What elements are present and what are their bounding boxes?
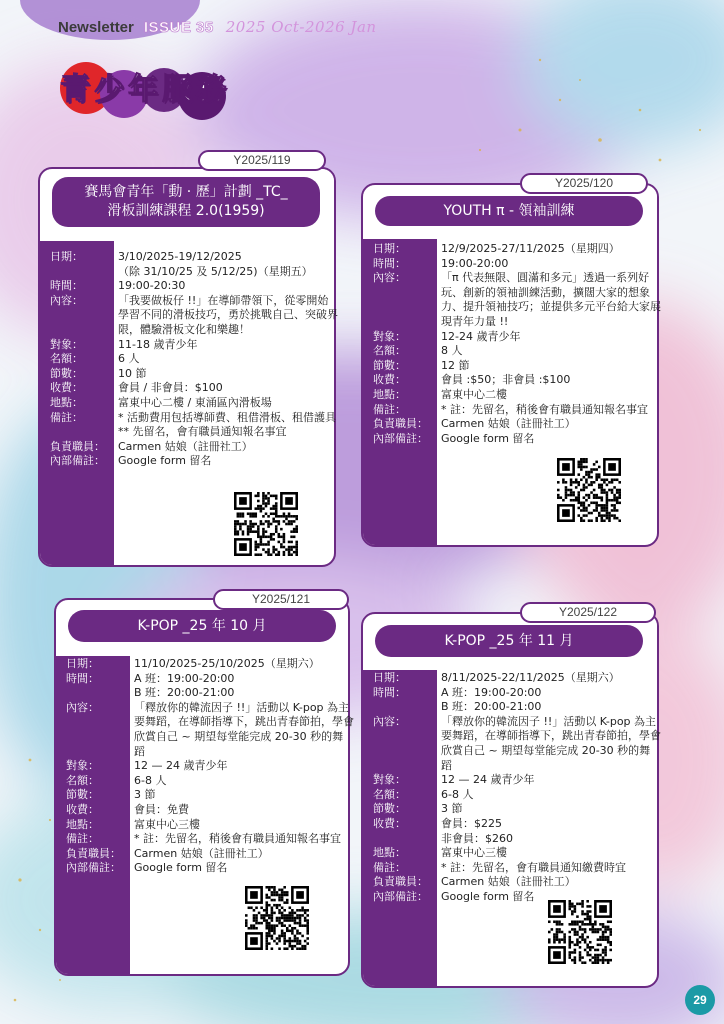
detail-row — [50, 440, 338, 455]
activity-code-tab: Y2025/119 — [198, 150, 326, 171]
detail-value: 3/10/2025-19/12/2025 （除 31/10/25 及 5/12/25)（星期五） — [118, 250, 313, 278]
detail-value: 3 節 — [441, 802, 463, 816]
detail-value: 會員：$225 非會員：$260 — [441, 816, 513, 845]
detail-row — [66, 788, 354, 803]
detail-row — [50, 250, 338, 279]
detail-label: 內部備註： — [66, 861, 121, 875]
detail-label: 收費： — [66, 802, 99, 816]
detail-label: 負責職員： — [373, 417, 428, 431]
detail-value: 8 人 — [441, 344, 463, 358]
detail-label: 備註： — [50, 410, 83, 424]
detail-label: 內容： — [66, 700, 99, 714]
detail-value: Carmen 姑娘（註冊社工） — [118, 439, 253, 453]
detail-row — [373, 344, 661, 359]
detail-value: A 班：19:00-20:00 B 班：20:00-21:00 — [441, 685, 542, 714]
detail-label: 日期： — [373, 671, 406, 684]
detail-value: 會員 / 非會員：$100 — [118, 381, 223, 395]
activity-title: K-POP _25 年 11 月 — [375, 625, 643, 657]
detail-label: 地點： — [373, 846, 406, 860]
detail-label: 日期： — [66, 657, 99, 670]
detail-value: 11/10/2025-25/10/2025（星期六） — [134, 657, 320, 670]
detail-value: 12/9/2025-27/11/2025（星期四） — [441, 242, 620, 255]
detail-label: 日期： — [373, 242, 406, 255]
detail-row — [50, 381, 338, 396]
activity-title: K-POP _25 年 10 月 — [68, 610, 336, 642]
detail-label: 地點： — [50, 395, 83, 409]
detail-value: 「釋放你的韓流因子 !!」活動以 K-pop 為主要舞蹈，在導師指導下，跳出青春節拍，學會欣賞自己 ~ 期望每堂能完成 20-30 秒的舞蹈 — [134, 700, 354, 758]
detail-value: 3 節 — [134, 788, 156, 802]
detail-value: Google form 留名 — [118, 454, 212, 468]
detail-label: 內部備註： — [373, 431, 428, 445]
detail-label: 內容： — [50, 293, 83, 307]
detail-label: 節數： — [66, 788, 99, 802]
detail-row — [373, 890, 661, 905]
page-number: 29 — [685, 985, 715, 1015]
detail-row — [66, 701, 354, 759]
detail-value: * 註：先留名，稍後會有職員通知報名事宜 — [441, 402, 648, 416]
detail-row — [50, 279, 338, 294]
detail-value: 會員 :$50；非會員 :$100 — [441, 373, 571, 387]
detail-label: 時間： — [373, 256, 406, 270]
newsletter-header — [58, 18, 377, 44]
detail-row — [50, 396, 338, 411]
detail-label: 內部備註： — [50, 454, 105, 468]
detail-value: 富東中心三樓 — [134, 817, 200, 831]
detail-row — [373, 330, 661, 345]
activity-title: 賽馬會青年「動 · 歷」計劃 _TC_ 滑板訓練課程 2.0(1959) — [52, 177, 320, 227]
detail-row — [50, 411, 338, 440]
detail-value: A 班：19:00-20:00 B 班：20:00-21:00 — [134, 671, 235, 700]
detail-value: 富東中心三樓 — [441, 846, 507, 860]
detail-row — [373, 686, 661, 715]
detail-value: 「π 代表無限、圓滿和多元」透過一系列好玩、創新的領袖訓練活動，擴闊大家的想象力、提升領袖技巧；並提供多元平台給大家展現青年力量 !! — [441, 271, 661, 328]
detail-value: 「釋放你的韓流因子 !!」活動以 K-pop 為主要舞蹈，在導師指導下，跳出青春節拍，學會欣賞自己 ~ 期望每堂能完成 20-30 秒的舞蹈 — [441, 714, 661, 772]
detail-value: 12 — 24 歲青少年 — [441, 773, 535, 787]
detail-label: 備註： — [66, 832, 99, 846]
detail-row — [373, 388, 661, 403]
detail-label: 節數： — [373, 358, 406, 372]
detail-label: 日期： — [50, 250, 83, 263]
detail-value: 富東中心二樓 / 東涌區內滑板場 — [118, 395, 272, 409]
detail-label: 地點： — [373, 387, 406, 401]
detail-row — [373, 373, 661, 388]
section-title-char: 服 — [162, 72, 192, 107]
activity-title: YOUTH π - 領袖訓練 — [375, 196, 643, 226]
activity-details — [373, 671, 661, 905]
detail-row — [373, 788, 661, 803]
detail-value: 富東中心二樓 — [441, 387, 507, 401]
section-title-char: 青 — [60, 72, 90, 107]
detail-row — [66, 759, 354, 774]
detail-label: 內部備註： — [373, 889, 428, 903]
detail-row — [66, 861, 354, 876]
detail-label: 對象： — [373, 329, 406, 343]
detail-label: 節數： — [50, 366, 83, 380]
detail-row — [66, 774, 354, 789]
detail-value: 19:00-20:00 — [441, 256, 509, 270]
detail-value: 會員：免費 — [134, 802, 189, 816]
detail-row — [50, 294, 338, 338]
detail-row — [66, 818, 354, 833]
detail-label: 備註： — [373, 402, 406, 416]
detail-row — [373, 773, 661, 788]
detail-row — [373, 432, 661, 447]
section-title-char: 少 — [94, 72, 124, 107]
detail-value: 8/11/2025-22/11/2025（星期六） — [441, 671, 620, 684]
activity-code-tab: Y2025/122 — [520, 602, 656, 623]
detail-row — [50, 338, 338, 353]
detail-label: 負責職員： — [373, 875, 428, 889]
detail-value: 12 — 24 歲青少年 — [134, 759, 228, 773]
detail-label: 備註： — [373, 860, 406, 874]
section-title-char: 年 — [128, 72, 158, 107]
detail-label: 收費： — [50, 381, 83, 395]
detail-row — [373, 242, 661, 257]
detail-label: 節數： — [373, 802, 406, 816]
detail-row — [373, 846, 661, 861]
activity-details — [66, 657, 354, 876]
detail-label: 內容： — [373, 271, 406, 285]
detail-label: 時間： — [66, 671, 99, 685]
detail-label: 地點： — [66, 817, 99, 831]
detail-row — [373, 671, 661, 686]
section-title — [60, 64, 226, 108]
issue-period: 2025 Oct-2026 Jan — [225, 18, 377, 36]
detail-value: 「我要做板仔 !!」在導師帶領下，從零開始學習不同的滑板技巧，勇於挑戰自己、突破界限，體驗滑板文化和樂趣！ — [118, 293, 338, 336]
qr-code-icon[interactable] — [234, 492, 298, 556]
detail-label: 收費： — [373, 816, 406, 830]
detail-row — [66, 832, 354, 847]
detail-label: 內容： — [373, 714, 406, 728]
activity-details — [50, 250, 338, 469]
activity-code-tab: Y2025/121 — [213, 589, 349, 610]
detail-value: Google form 留名 — [134, 861, 228, 875]
detail-row — [66, 657, 354, 672]
detail-row — [373, 715, 661, 773]
detail-row — [373, 875, 661, 890]
detail-label: 名額： — [373, 344, 406, 358]
detail-row — [50, 454, 338, 469]
detail-label: 名額： — [50, 352, 83, 366]
detail-row — [66, 672, 354, 701]
activity-details — [373, 242, 661, 446]
detail-row — [66, 847, 354, 862]
detail-value: * 註：先留名，會有職員通知繳費時宜 — [441, 860, 626, 874]
detail-row — [66, 803, 354, 818]
detail-value: 6-8 人 — [134, 773, 167, 787]
issue-label: ISSUE 35 — [143, 19, 214, 36]
detail-label: 對象： — [373, 773, 406, 787]
detail-value: 6 人 — [118, 352, 140, 366]
detail-label: 對象： — [50, 337, 83, 351]
detail-row — [373, 403, 661, 418]
detail-label: 時間： — [50, 279, 83, 293]
qr-code-icon[interactable] — [548, 900, 612, 964]
detail-label: 負責職員： — [66, 846, 121, 860]
detail-row — [373, 257, 661, 272]
qr-code-icon[interactable] — [557, 458, 621, 522]
detail-value: 11-18 歲青少年 — [118, 337, 198, 351]
newsletter-label: Newsletter — [58, 19, 134, 36]
detail-row — [50, 352, 338, 367]
detail-label: 對象： — [66, 759, 99, 773]
detail-label: 時間： — [373, 685, 406, 699]
detail-value: 10 節 — [118, 366, 147, 380]
detail-value: Carmen 姑娘（註冊社工） — [441, 417, 576, 431]
activity-code-tab: Y2025/120 — [520, 173, 648, 194]
detail-row — [373, 861, 661, 876]
detail-row — [50, 367, 338, 382]
detail-value: Carmen 姑娘（註冊社工） — [441, 875, 576, 889]
detail-row — [373, 359, 661, 374]
detail-value: 19:00-20:30 — [118, 279, 186, 293]
detail-row — [373, 802, 661, 817]
detail-value: * 註：先留名，稍後會有職員通知報名事宜 — [134, 832, 341, 846]
detail-row — [373, 817, 661, 846]
section-title-char: 務 — [196, 72, 226, 107]
detail-value: * 活動費用包括導師費、租借滑板、租借護具 ** 先留名，會有職員通知報名事宜 — [118, 410, 336, 439]
detail-label: 名額： — [373, 787, 406, 801]
detail-label: 名額： — [66, 773, 99, 787]
detail-row — [373, 417, 661, 432]
detail-value: 12-24 歲青少年 — [441, 329, 521, 343]
detail-label: 收費： — [373, 373, 406, 387]
detail-row — [373, 271, 661, 329]
detail-value: Google form 留名 — [441, 431, 535, 445]
detail-value: 12 節 — [441, 358, 470, 372]
detail-label: 負責職員： — [50, 439, 105, 453]
qr-code-icon[interactable] — [245, 886, 309, 950]
detail-value: 6-8 人 — [441, 787, 474, 801]
detail-value: Google form 留名 — [441, 889, 535, 903]
detail-value: Carmen 姑娘（註冊社工） — [134, 846, 269, 860]
